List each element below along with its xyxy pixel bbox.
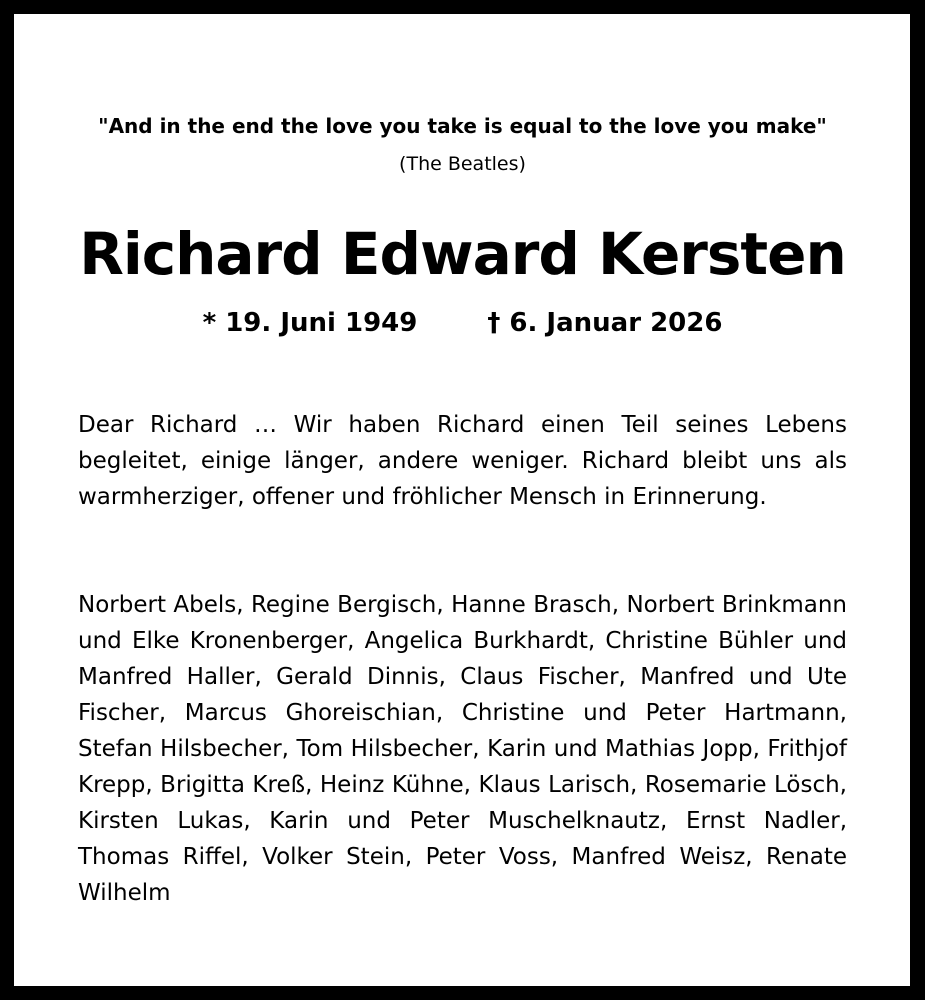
- death-date: † 6. Januar 2026: [487, 308, 723, 338]
- quote-attribution: (The Beatles): [399, 153, 526, 175]
- birth-date: * 19. Juni 1949: [202, 308, 418, 338]
- signer-list: Norbert Abels, Regine Bergisch, Hanne Brasch, Norbert Brinkmann und Elke Kronenberger, Angelica Burkhardt, Christine Bühler und Manfred Haller, Gerald Dinnis, Claus Fischer, Manfred und Ute Fischer, Marcus Ghoreischian, Christine und Peter Hartmann, Stefan Hilsbecher, Tom Hilsbecher, Karin und Mathias Jopp, Frithjof Krepp, Brigitta Kreß, Heinz Kühne, Klaus Larisch, Rosemarie Lösch, Kirsten Lukas, Karin und Peter Muschelknautz, Ernst Nadler, Thomas Riffel, Volker Stein, Peter Voss, Manfred Weisz, Renate Wilhelm: [78, 592, 847, 906]
- deceased-name: Richard Edward Kersten: [79, 220, 846, 288]
- life-dates: [0, 308, 925, 338]
- condolence-message: Dear Richard … Wir haben Richard einen Teil seines Lebens begleitet, einige länger, andere weniger. Richard bleibt uns als warmherziger, offener und fröhlicher Mensch in Erinnerung.: [78, 412, 847, 510]
- quote-text: "And in the end the love you take is equal to the love you make": [98, 114, 827, 138]
